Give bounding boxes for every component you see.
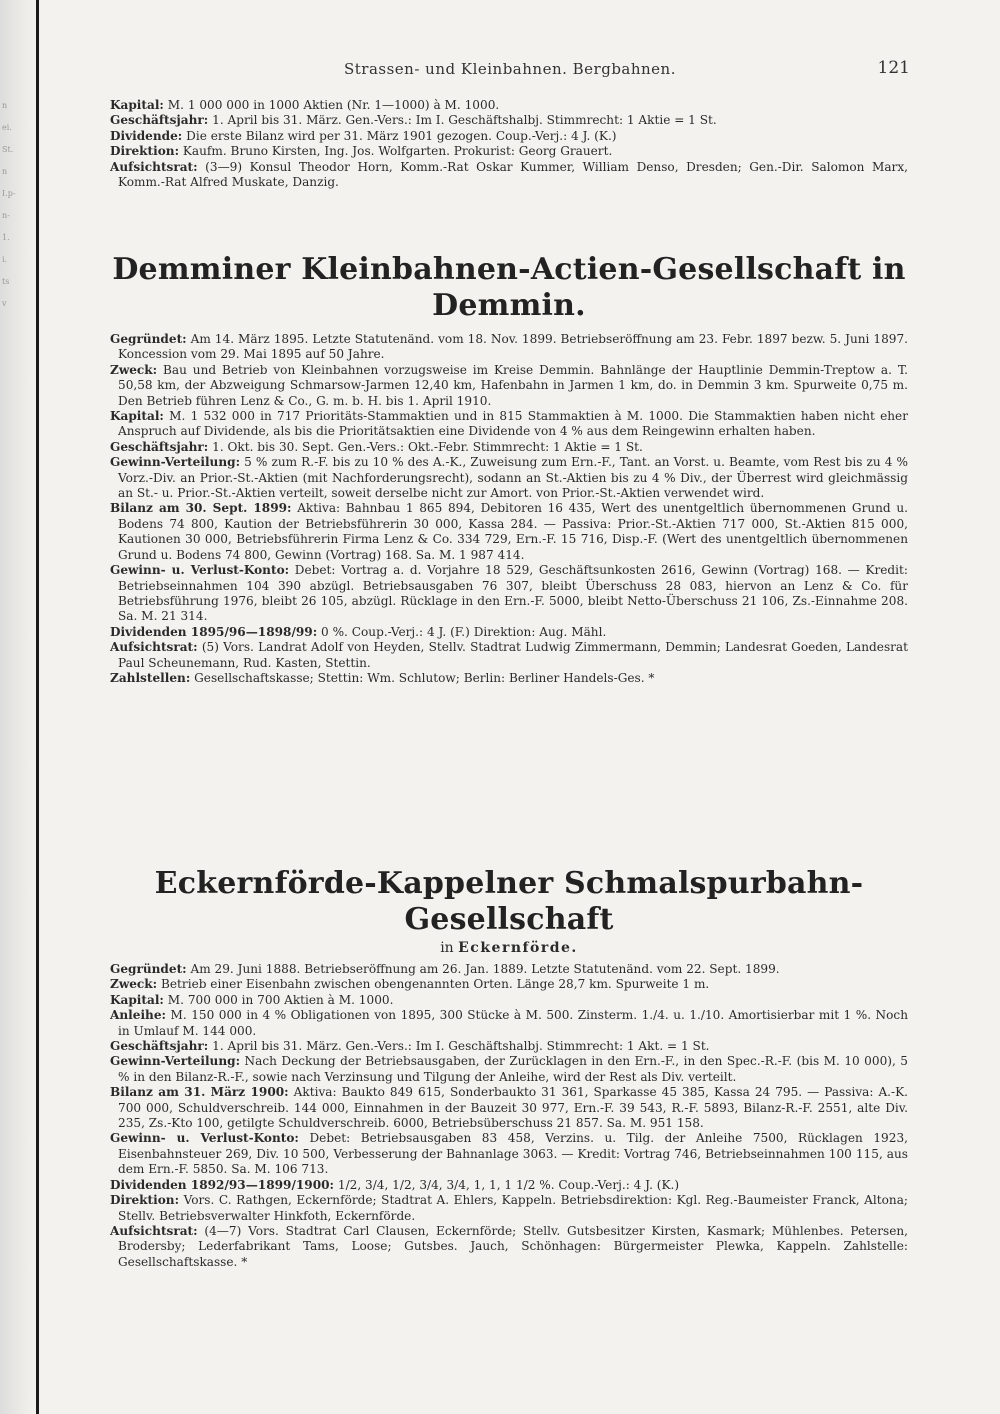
previous-company-continuation — [110, 98, 908, 190]
entry-dividenden: Dividenden 1895/96—1898/99: 0 %. Coup.-Verj.: 4 J. (F.) Direktion: Aug. Mähl. — [110, 624, 607, 639]
entry-aufsichtsrat: Aufsichtsrat: (3—9) Konsul Theodor Horn, Komm.-Rat Oskar Kummer, William Denso, Dresden; Gen.-Dir. Salomon Marx, Komm.-Rat Alfred Muskate, Danzig. — [110, 159, 908, 190]
bleed-fragment: n — [2, 101, 8, 110]
bleed-fragment: ts — [2, 277, 10, 286]
entry-aufsichtsrat: Aufsichtsrat: (4—7) Vors. Stadtrat Carl Clausen, Eckernförde; Stellv. Gutsbesitzer Kirsten, Kasmark; Mühlenbes. Petersen, Brodersby; Lederfabrikant Tams, Loose; Gutsbes. Jauch, Schönhagen: Bürgermeister Plewka, Kappeln. Zahlstelle: Gesellschaftskasse. * — [110, 1223, 908, 1269]
entry-kapital: Kapital: M. 700 000 in 700 Aktien à M. 1000. — [110, 992, 394, 1007]
bleed-fragment: ei. — [2, 123, 12, 132]
entry-kapital: Kapital: M. 1 532 000 in 717 Prioritäts-Stammaktien und in 815 Stammaktien à M. 1000. Die Stammaktien haben nicht eher Anspruch auf Dividende, als bis die Prioritätsaktien eine Dividende von 4 % aus dem Reingewinn erhalten haben. — [110, 409, 908, 439]
entry-gegruendet: Gegründet: Am 14. März 1895. Letzte Statutenänd. vom 18. Nov. 1899. Betriebseröffnung am 23. Febr. 1897 bezw. 5. Juni 1897. Koncession vom 29. Mai 1895 auf 50 Jahre. — [110, 332, 908, 362]
bleed-fragment: St. — [2, 145, 14, 154]
eckernfoerde-company-section — [110, 866, 908, 1270]
entry-gewinn-verlust-konto: Gewinn- u. Verlust-Konto: Debet: Vortrag a. d. Vorjahre 18 529, Geschäftsunkosten 2616, Gewinn (Vortrag) 168. — Kredit: Betriebseinnahmen 104 390 abzügl. Betriebsausgaben 76 307, bleibt Überschuss 28 083, hiervon an Lenz & Co. für Betriebsführung 1976, bleibt 26 105, abzügl. Rücklage in den Ern.-F. 5000, bleibt Netto-Überschuss 21 106, Zs.-Einnahme 208. Sa. M. 21 314. — [110, 563, 908, 624]
page-gutter-line — [36, 0, 39, 1414]
entry-dividenden: Dividenden 1892/93—1899/1900: 1/2, 3/4, 1/2, 3/4, 3/4, 1, 1, 1 1/2 %. Coup.-Verj.: 4 J. (K.) — [110, 1177, 680, 1192]
entry-direktion: Direktion: Vors. C. Rathgen, Eckernförde; Stadtrat A. Ehlers, Kappeln. Betriebsdirektion: Kgl. Reg.-Baumeister Franck, Altona; Stellv. Betriebsverwalter Hinkfoth, Eckernförde. — [110, 1193, 908, 1223]
bleed-fragment: n — [2, 167, 8, 176]
bleed-fragment: 1. — [2, 233, 10, 242]
entry-direktion: Direktion: Kaufm. Bruno Kirsten, Ing. Jos. Wolfgarten. Prokurist: Georg Grauert. — [110, 144, 613, 159]
entry-gegruendet: Gegründet: Am 29. Juni 1888. Betriebseröffnung am 26. Jan. 1889. Letzte Statutenänd. vom 22. Sept. 1899. — [110, 962, 780, 976]
company-location: in Eckernförde. — [440, 940, 578, 956]
entry-geschaeftsjahr: Geschäftsjahr: 1. Okt. bis 30. Sept. Gen.-Vers.: Okt.-Febr. Stimmrecht: 1 Aktie = 1 St. — [110, 439, 643, 454]
entry-dividende: Dividende: Die erste Bilanz wird per 31. März 1901 gezogen. Coup.-Verj.: 4 J. (K.) — [110, 128, 617, 143]
running-title: Strassen- und Kleinbahnen. Bergbahnen. — [343, 60, 676, 78]
entry-zahlstellen: Zahlstellen: Gesellschaftskasse; Stettin: Wm. Schlutow; Berlin: Berliner Handels-Ges. * — [110, 670, 655, 685]
entry-gewinn-verteilung: Gewinn-Verteilung: 5 % zum R.-F. bis zu 10 % des A.-K., Zuweisung zum Ern.-F., Tant. an Vorst. u. Beamte, vom Rest bis zu 4 % Vorz.-Div. an Prior.-St.-Aktien (mit Nachforderungsrecht), sodann an St.-Aktien bis zu 4 % Div., der Überrest wird gleichmässig an St.- u. Prior.-St.-Aktien verteilt, soweit derselbe nicht zur Amort. von Prior.-St.-Aktien verwendet wird. — [110, 455, 908, 501]
entry-bilanz: Bilanz am 31. März 1900: Aktiva: Baukto 849 615, Sonderbaukto 31 361, Sparkasse 45 385, Kassa 24 795. — Passiva: A.-K. 700 000, Schuldverschreib. 144 000, Einnahmen in der Bauzeit 30 977, Ern.-F. 39 543, R.-F. 5893, Bilanz-R.-F. 2551, alte Div. 235, Zs.-Kto 100, getilgte Schuldverschreib. 6000, Betriebsüberschuss 21 857. Sa. M. 951 158. — [110, 1085, 908, 1131]
bleed-fragment: n- — [2, 211, 10, 220]
company-heading-demmin: Demminer Kleinbahnen-Actien-Gesellschaft in Demmin. — [112, 252, 906, 323]
bleed-through-fragments — [2, 95, 22, 315]
entry-kapital: Kapital: M. 1 000 000 in 1000 Aktien (Nr. 1—1000) à M. 1000. — [110, 98, 500, 112]
entry-anleihe: Anleihe: M. 150 000 in 4 % Obligationen von 1895, 300 Stücke à M. 500. Zinsterm. 1./4. u. 1./10. Amortisierbar mit 1 %. Noch in Umlauf M. 144 000. — [110, 1008, 908, 1038]
company-heading-eckernfoerde: Eckernförde-Kappelner Schmalspurbahn-Gesellschaft — [154, 866, 864, 937]
entry-geschaeftsjahr: Geschäftsjahr: 1. April bis 31. März. Gen.-Vers.: Im I. Geschäftshalbj. Stimmrecht: 1 Akt. = 1 St. — [110, 1039, 710, 1054]
entry-gewinn-verteilung: Gewinn-Verteilung: Nach Deckung der Betriebsausgaben, der Zurücklagen in den Ern.-F., in den Spec.-R.-F. (bis M. 10 000), 5 % in den Bilanz-R.-F., sowie nach Verzinsung und Tilgung der Anleihe, wird der Rest als Div. verteilt. — [110, 1054, 908, 1084]
entry-zweck: Zweck: Betrieb einer Eisenbahn zwischen obengenannten Orten. Länge 28,7 km. Spurweite 1 m. — [110, 977, 710, 992]
bleed-fragment: i. — [2, 255, 8, 264]
demmin-company-section — [110, 252, 908, 686]
bleed-fragment: I.p- — [2, 189, 16, 198]
page-number: 121 — [877, 58, 910, 78]
entry-gewinn-verlust-konto: Gewinn- u. Verlust-Konto: Debet: Betriebsausgaben 83 458, Verzins. u. Tilg. der Anleihe 7500, Rücklagen 1923, Eisenbahnsteuer 269, Div. 10 500, Verbesserung der Bahnanlage 3063. — Kredit: Vortrag 746, Betriebseinnahmen 100 115, aus dem Ern.-F. 5850. Sa. M. 106 713. — [110, 1131, 908, 1177]
entry-bilanz: Bilanz am 30. Sept. 1899: Aktiva: Bahnbau 1 865 894, Debitoren 16 435, Wert des unentgeltlich übernommenen Grund u. Bodens 74 800, Kaution der Betriebsführerin 30 000, Kassa 284. — Passiva: Prior.-St.-Aktien 717 000, St.-Aktien 815 000, Kautionen 30 000, Betriebsführerin Firma Lenz & Co. 334 729, Ern.-F. 15 716, Disp.-F. (Wert des unentgeltlich übernommenen Grund u. Bodens 74 800, Gewinn (Vortrag) 168. Sa. M. 1 987 414. — [110, 501, 908, 562]
bleed-fragment: v — [2, 299, 7, 308]
page-header — [110, 60, 910, 84]
entry-aufsichtsrat: Aufsichtsrat: (5) Vors. Landrat Adolf von Heyden, Stellv. Stadtrat Ludwig Zimmermann, Demmin; Landesrat Goeden, Landesrat Paul Scheunemann, Rud. Kasten, Stettin. — [110, 640, 908, 670]
entry-zweck: Zweck: Bau und Betrieb von Kleinbahnen vorzugsweise im Kreise Demmin. Bahnlänge der Hauptlinie Demmin-Treptow a. T. 50,58 km, der Abzweigung Schmarsow-Jarmen 12,40 km, Hafenbahn in Jarmen 1 km, do. in Demmin 3 km. Spurweite 0,75 m. Den Betrieb führen Lenz & Co., G. m. b. H. bis 1. April 1910. — [110, 362, 908, 408]
entry-geschaeftsjahr: Geschäftsjahr: 1. April bis 31. März. Gen.-Vers.: Im I. Geschäftshalbj. Stimmrecht: 1 Aktie = 1 St. — [110, 113, 717, 128]
